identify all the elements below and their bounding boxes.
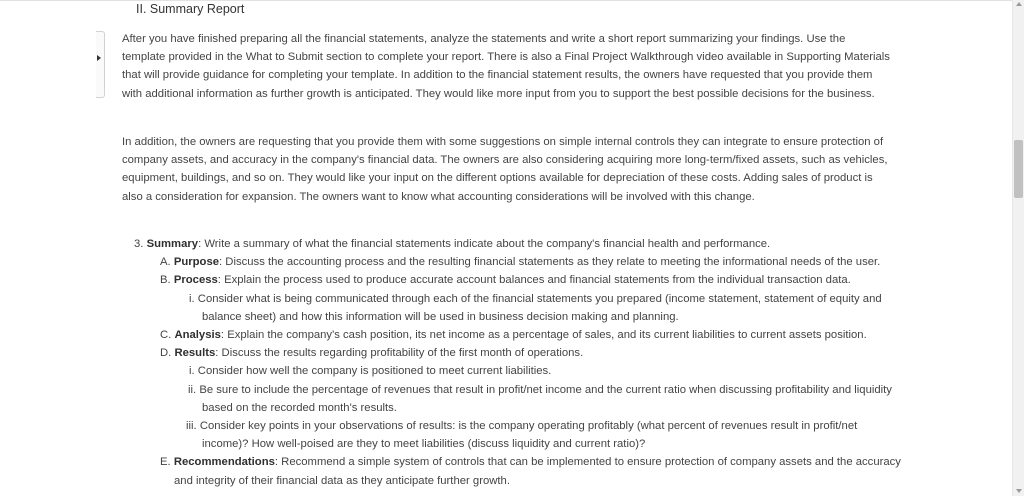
list-letter: D. (160, 347, 172, 360)
list-item-results-ii (134, 381, 904, 417)
list-text: Consider key points in your observations of results: is the company operating profitably (what percent of revenues result in profit/net income)? How well-poised are they to meet liabilities (discuss liquidity and current ratio)? (199, 420, 858, 451)
list-item-results-iii (134, 417, 904, 453)
collapse-nav-tab[interactable] (96, 31, 105, 98)
list-roman: i. (189, 292, 195, 305)
list-term: Recommendations (173, 456, 275, 469)
list-letter: C. (160, 329, 172, 342)
list-item-summary (134, 235, 904, 253)
list-text: Be sure to include the percentage of revenues that result in profit/net income and the current ratio when discussing profitability and liquidity based on the recorded month's results. (199, 383, 892, 414)
list-text: : Explain the process used to produce accurate account balances and financial statements from the individual transaction data. (217, 274, 851, 287)
list-item-purpose (134, 253, 904, 271)
list-item-results-i (134, 362, 904, 380)
controls-paragraph: In addition, the owners are requesting that you provide them with some suggestions on simple internal controls they can integrate to ensure protection of company assets, and accuracy in the company's financial data. The owners are also considering acquiring more long-term/fixed assets, such as vehicles, equipment, buildings, and so on. They would like your input on the different options available for depreciation of these costs. Adding sales of product is also a consideration for expansion. The owners want to know what accounting considerations will be involved with this change. (122, 136, 888, 203)
top-divider (0, 0, 1024, 1)
vertical-scrollbar[interactable] (1012, 0, 1024, 496)
scrollbar-thumb[interactable] (1014, 140, 1023, 198)
list-text: : Discuss the accounting process and the resulting financial statements as they relate to meeting the informational needs of the user. (219, 256, 881, 269)
list-text: Consider what is being communicated through each of the financial statements you prepared (income statement, statement of equity and balance sheet) and how this information will be used in business decision making and planning. (197, 292, 882, 323)
list-term: Summary (146, 238, 199, 250)
list-item-process-i (134, 290, 904, 326)
list-letter: A. (160, 256, 171, 269)
list-roman: i. (189, 365, 195, 378)
list-item-analysis (134, 326, 904, 344)
scroll-up-arrow-icon[interactable] (1016, 2, 1022, 6)
list-text: Consider how well the company is positioned to meet current liabilities. (197, 365, 552, 378)
list-number: 3. (134, 238, 144, 250)
list-term: Results (174, 347, 216, 360)
list-letter: B. (160, 274, 171, 287)
list-text: : Explain the company's cash position, its net income as a percentage of sales, and its current liabilities to current assets position. (220, 329, 867, 342)
list-letter: E. (160, 456, 171, 469)
expand-arrow-icon[interactable] (97, 55, 101, 61)
list-text: : Recommend a simple system of controls that can be implemented to ensure protection of company assets and the accuracy and integrity of their financial data as they anticipate further growth. (174, 456, 901, 487)
list-term: Purpose (173, 256, 220, 269)
summary-list (134, 235, 904, 490)
intro-paragraph: After you have finished preparing all the financial statements, analyze the statements and write a short report summarizing your findings. Use the template provided in the What to Submit section to complete your report. There is also a Final Project Walkthrough video available in Supporting Materials that will provide guidance for completing your template. In addition to the financial statement results, the owners have requested that you provide them with additional information as further growth is anticipated. They would like more input from you to support the best possible decisions for the business. (122, 33, 890, 100)
list-term: Analysis (174, 329, 221, 342)
list-roman: ii. (188, 383, 197, 396)
list-text: : Write a summary of what the financial statements indicate about the company's financial health and performance. (198, 238, 771, 250)
list-item-results (134, 344, 904, 362)
list-item-recommendations (134, 453, 904, 489)
list-roman: iii. (186, 420, 197, 433)
list-term: Process (173, 274, 218, 287)
list-text: : Discuss the results regarding profitability of the first month of operations. (215, 347, 584, 360)
scroll-down-arrow-icon[interactable] (1016, 489, 1022, 493)
section-heading: II. Summary Report (136, 2, 245, 16)
list-item-process (134, 271, 904, 289)
